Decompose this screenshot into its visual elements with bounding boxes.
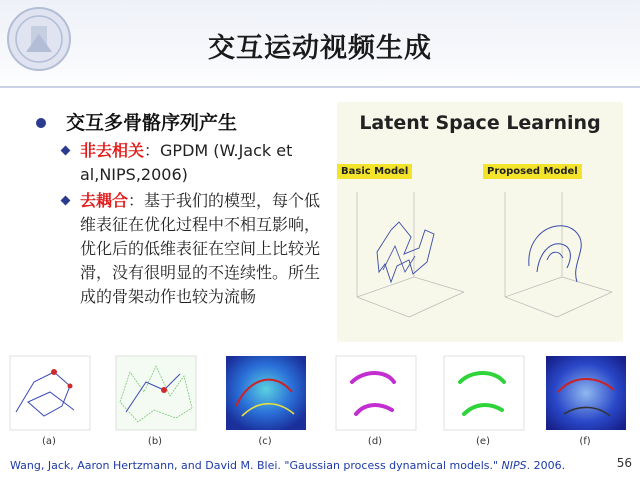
main-bullet-text: 交互多骨骼序列产生 (66, 112, 238, 134)
figure-f (540, 352, 630, 448)
sub-bullet-decoupling (80, 189, 330, 309)
figure-e (438, 352, 528, 448)
basic-model-plot (339, 182, 469, 332)
figure-caption-b: (b) (147, 436, 163, 447)
figure-b (110, 352, 200, 448)
citation-venue: NIPS (501, 459, 527, 472)
figure-c (220, 352, 310, 448)
latent-space-figure (337, 102, 623, 342)
sub-bullet-text: ：GPDM (W.Jack et al,NIPS,2006) (80, 141, 293, 184)
figure-caption-d: (d) (367, 436, 383, 447)
page-number: 56 (616, 456, 632, 470)
diamond-bullet-icon (61, 196, 71, 206)
bullet-dot-icon (36, 118, 46, 128)
figure-caption-f: (f) (579, 436, 591, 447)
keyword-nondecorrelated: 非去相关 (80, 141, 145, 160)
header-divider (0, 86, 640, 88)
citation-authors: Wang, Jack, Aaron Hertzmann, and David M. Blei. "Gaussian process dynamical models." (10, 459, 502, 472)
keyword-decoupling: 去耦合 (80, 191, 129, 210)
diamond-bullet-icon (61, 146, 71, 156)
proposed-model-plot (487, 182, 617, 332)
latent-figure-title: Latent Space Learning (359, 112, 601, 134)
proposed-model-label: Proposed Model (483, 164, 582, 179)
figure-caption-c: (c) (258, 436, 272, 447)
figure-caption-e: (e) (476, 436, 490, 447)
figure-d (330, 352, 420, 448)
citation (10, 459, 565, 472)
citation-year: . 2006. (526, 459, 566, 472)
slide-title: 交互运动视频生成 (208, 33, 432, 64)
figure-caption-a: (a) (42, 436, 56, 447)
sub-bullet-gpdm (80, 139, 330, 187)
basic-model-label: Basic Model (337, 164, 412, 179)
sub-bullet-text: ：基于我们的模型，每个低维表征在优化过程中不相互影响，优化后的低维表征在空间上比较光滑，没有很明显的不连续性。所生成的骨架动作也较为流畅 (80, 191, 321, 306)
figure-a (4, 352, 94, 448)
